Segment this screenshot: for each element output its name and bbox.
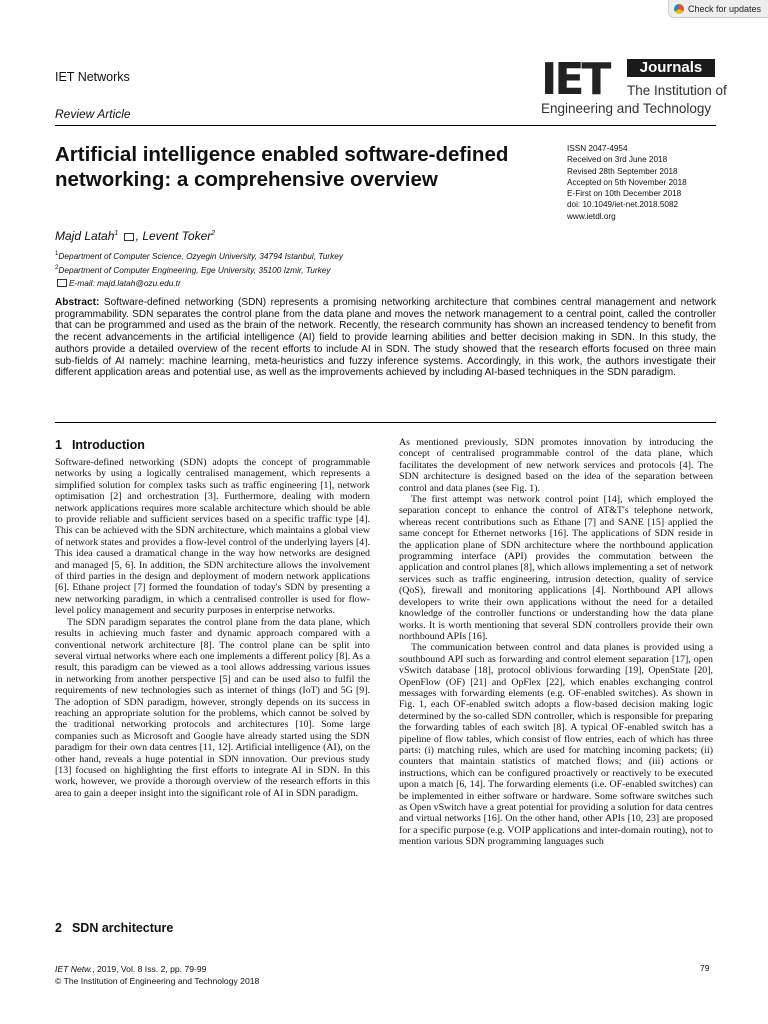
body-paragraph: The communication between control and data planes is provided using a southbound API such as forwarding and control element separation [17], open vSwitch database [18], protocol oblivious forwarding [19], OpenState [20], OpenFlow (OF) [21] and OpFlex [22], which enables exchanging control messages with forwarding elements (e.g. OF-enabled switches). As shown in Fig. 1, each OF-enabled switch adopts a flow-based decision making logic determined by the so-called SDN controller, which is responsible for preparing the forwarding tables of each switch [8]. A typical OF-enabled switch has a pipeline of flow tables, which consist of flow entries, each of which has three parts: (i) matching rules, which are used for matching incoming packets; (ii) counters that maintain statistics of matched flows; and (iii) actions or instructions, which can be configured proactively or reactively to be executed upon a match [6, 14]. The forwarding elements (i.e. OF-enabled switches) can be implemented in either software or hardware. Some software switches such as Open vSwitch have a great potential for providing a solution for data centres and virtual networks [16]. On the other hand, other APIs [10, 23] are proposed for a specific purpose (e.g. VOIP applications and inter-domain routing), not to mention various SDN programming languages such: [399, 642, 713, 848]
article-type: Review Article: [55, 107, 131, 121]
authors: [55, 229, 215, 243]
section-heading-sdn-architecture: [55, 921, 173, 935]
affiliation-text: Department of Computer Engineering, Ege University, 35100 Izmir, Turkey: [58, 265, 331, 276]
abstract-divider: [55, 422, 716, 423]
body-paragraph: As mentioned previously, SDN promotes innovation by introducing the concept of centralised programmable control of the data plane, which facilitates the development of new network services and protocols [4]. The SDN architecture is designed based on the idea of the separation between control and data planes (see Fig. 1).: [399, 437, 713, 494]
section-number: 2: [55, 921, 62, 935]
body-paragraph: Software-defined networking (SDN) adopts the concept of programmable networks by using a logically centralised management, which represents a simplified solution for complex tasks such as traffic engineering [1], network optimisation [2] and orchestration [3]. Furthermore, dealing with modern network applications requires more scalable architecture which should be able to provide reliable and sufficient services based on a specific traffic type [4]. This can be achieved with the SDN architecture, which maintains a global view of network states and provides a flow-level control of the underlying layers [4]. This idea caused a dramatical change in the way how networks are designed and managed [5, 6]. In addition, the SDN architecture allows the involvement of third parties in the design and deployment of modern network applications [6]. Ethane project [7] formed the foundation of today's SDN by presenting a new networking paradigm, in which a centralised controller is used for flow-level policy management and security purposes in enterprise networks.: [55, 457, 370, 617]
abstract-text: Software-defined networking (SDN) represents a promising networking architecture that combines central management and network programmability. SDN separates the control plane from the data plane and moves the network management to a central point, called the controller that can be programmed and used as the brain of the network. Recently, the research community has shown an increased tendency to benefit from the recent advancements in the artificial intelligence (AI) field to provide learning abilities and better decision making in SDN. In this study, the authors provide a detailed overview of the recent efforts to include AI in SDN. The study showed that the research efforts focused on three main sub-fields of AI namely: machine learning, meta-heuristics and fuzzy inference systems. Accordingly, in this work, the authors investigate their different application areas and potential use, as well as the improvements achieved by including AI-based techniques in the SDN paradigm.: [55, 297, 716, 379]
footer-copyright: © The Institution of Engineering and Technology 2018: [55, 976, 260, 986]
footer-citation: [55, 963, 259, 975]
journals-label: Journals: [627, 59, 715, 77]
section-title: Introduction: [71, 438, 145, 452]
author-affiliation-mark: 1: [114, 230, 119, 237]
email-text[interactable]: E-mail: majd.latah@ozu.edu.tr: [69, 277, 181, 288]
body-column-left: [55, 457, 370, 799]
issn: ISSN 2047-4954: [567, 144, 628, 153]
author-affiliation-mark: 2: [211, 230, 216, 237]
author-name: Majd Latah: [55, 229, 115, 243]
crossmark-icon: [674, 4, 684, 14]
body-paragraph: The first attempt was network control point [14], which employed the separation concept to enhance the control of AT&T's telephone network, whereas recent contributions such as Ethane [7] and SANE [15] applied the same concept for Ethernet networks [16]. The applications of SDN reside in the application plane of SDN architecture where the northbound application programming interface (API) provides the commutation between the application and control planes [8], which allows implementing a set of network services such as traffic engineering, intrusion detection, quality of service (QoS), firewall and monitoring applications [4]. Northbound API allows developers to write their own applications without the need for a detailed knowledge of the controller functions or understanding how the data plane works. It is worth mentioning that several SDN controllers provide their own northbound APIs [16].: [399, 494, 713, 642]
affiliation-mark: 2: [55, 265, 59, 272]
iet-logo: [541, 54, 727, 122]
efirst-date: E-First on 10th December 2018: [567, 189, 682, 199]
check-for-updates-label: Check for updates: [688, 3, 762, 14]
citation-details: , 2019, Vol. 8 Iss. 2, pp. 79-99: [92, 964, 207, 974]
envelope-icon: [57, 279, 67, 287]
institution-name-line1: The Institution of: [627, 83, 727, 98]
affiliation-1: [55, 248, 343, 262]
accepted-date: Accepted on 5th November 2018: [567, 177, 687, 187]
abstract-label: Abstract:: [55, 297, 100, 308]
affiliation-text: Department of Computer Science, Ozyegin University, 34794 Istanbul, Turkey: [58, 250, 344, 261]
journal-name: IET Networks: [55, 70, 130, 84]
body-column-right: [399, 437, 713, 848]
revised-date: Revised 28th September 2018: [567, 166, 678, 176]
section-heading-introduction: [55, 438, 145, 452]
envelope-icon: [124, 233, 134, 241]
iet-logo-letters: IET: [541, 54, 609, 105]
section-number: 1: [55, 438, 62, 452]
article-title: Artificial intelligence enabled software-defined networking: a comprehensive overview: [55, 143, 509, 191]
page-number: 79: [700, 963, 710, 973]
affiliations: [55, 248, 343, 289]
footer: [55, 963, 259, 987]
corresponding-email[interactable]: [55, 277, 343, 290]
body-paragraph: The SDN paradigm separates the control plane from the data plane, which results in achieving much faster and dynamic approach compared with a conventional network architecture [8]. The control plane can be split into several virtual networks where each one implements a different policy [8]. As a result, this paradigm can be viewed as a tool allows addressing various issues in networking from another perspective [5] and can be used also to fulfil the requirements of new technologies such as internet of things (IoT) and 5G [9]. The adoption of SDN paradigm, however, strongly depends on its success in reaching an appropriate solution for the problems, which cannot be solved by the traditional networking protocols and architectures [10]. Some large companies such as Microsoft and Google have already started using the SDN paradigm for their own data centres [11, 12]. Artificial intelligence (AI), on the other hand, reveals a huge potential in SDN innovation. Our previous study [13] focused on highlighting the first efforts to integrate AI in SDN. In this work, however, we provide a thorough overview of the research efforts in this area to gain a deeper insight into the significant role of AI in SDN paradigm.: [55, 616, 370, 799]
check-for-updates-button[interactable]: [668, 0, 768, 18]
doi-link[interactable]: doi: 10.1049/iet-net.2018.5082: [567, 200, 679, 210]
journal-abbrev: IET Netw.: [55, 964, 93, 974]
article-meta: [567, 143, 687, 222]
author-separator: ,: [135, 229, 139, 243]
website-link[interactable]: www.ietdl.org: [567, 211, 616, 221]
affiliation-mark: 1: [55, 251, 59, 257]
institution-name-line2: Engineering and Technology: [541, 101, 712, 116]
received-date: Received on 3rd June 2018: [567, 155, 668, 165]
section-title: SDN architecture: [71, 921, 174, 935]
abstract: [55, 297, 716, 379]
header-divider: [55, 125, 716, 126]
author-name: Levent Toker: [142, 229, 212, 243]
affiliation-2: [55, 262, 343, 276]
